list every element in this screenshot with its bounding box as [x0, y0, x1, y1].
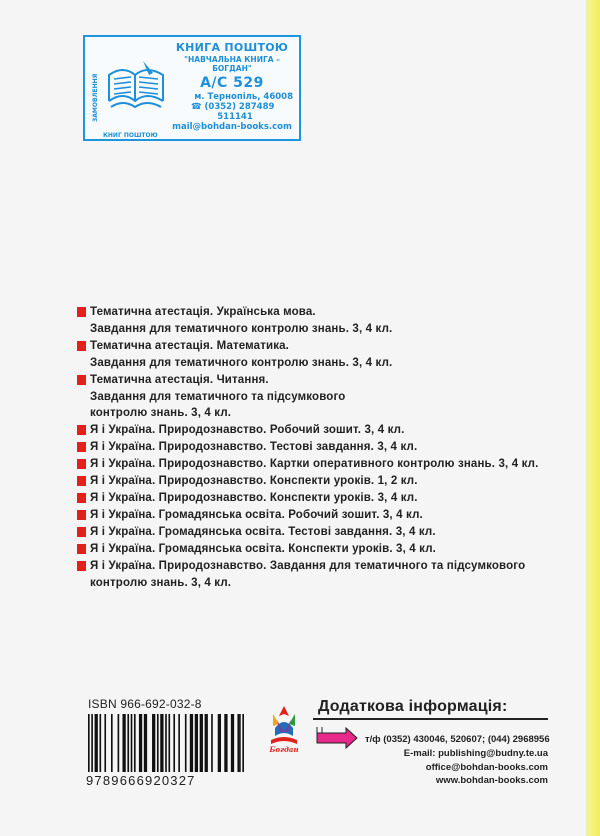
- catalog-list: [76, 304, 592, 591]
- catalog-entry-line: Я і Україна. Природознавство. Картки оперативного контролю знань. 3, 4 кл.: [90, 458, 539, 471]
- red-bullet-icon: [77, 561, 86, 571]
- stamp-address-block: [165, 41, 299, 132]
- red-bullet-icon: [77, 476, 86, 486]
- contact-info: [365, 733, 548, 788]
- contact-phone: т/ф (0352) 430046, 520607; (044) 2968956: [365, 734, 550, 745]
- additional-info-title: Додаткова інформація:: [318, 698, 508, 715]
- catalog-entry-line: контролю знань. 3, 4 кл.: [90, 407, 232, 420]
- catalog-entry: [76, 507, 592, 524]
- red-bullet-icon: [77, 510, 86, 520]
- red-bullet-icon: [77, 544, 86, 554]
- publisher-logo-text: Богдан: [269, 745, 299, 754]
- catalog-entry-line: Завдання для тематичного та підсумкового: [90, 390, 346, 403]
- catalog-entry-line: Я і Україна. Природознавство. Тестові завдання. 3, 4 кл.: [90, 441, 418, 454]
- mail-order-stamp: [83, 35, 301, 141]
- info-divider: [313, 718, 548, 720]
- catalog-entry: [76, 558, 592, 592]
- stamp-side-label: ЗАМОВЛЕННЯ: [92, 73, 99, 123]
- red-bullet-icon: [77, 442, 86, 452]
- stamp-subtitle: "НАВЧАЛЬНА КНИГА – БОГДАН": [184, 55, 280, 73]
- barcode-number: 9789666920327: [86, 773, 196, 788]
- catalog-entry-line: Тематична атестація. Математика.: [90, 339, 290, 352]
- catalog-entry-line: Завдання для тематичного контролю знань. 3, 4 кл.: [90, 356, 393, 369]
- pointer-arrow-icon: [316, 727, 358, 749]
- stamp-city: м. Тернопіль, 46008: [194, 92, 293, 102]
- catalog-entry: [76, 439, 592, 456]
- stamp-phone-number: (0352) 287489: [204, 102, 275, 112]
- open-book-icon: [105, 57, 167, 117]
- stamp-phone: [165, 102, 299, 112]
- contact-office-email: office@bohdan-books.com: [425, 761, 548, 773]
- stamp-phone2: 511141: [217, 112, 253, 122]
- red-bullet-icon: [77, 459, 86, 469]
- catalog-entry-line: Я і Україна. Громадянська освіта. Тестові завдання. 3, 4 кл.: [90, 525, 436, 538]
- catalog-entry: [76, 490, 592, 507]
- catalog-entry: [76, 456, 592, 473]
- phone-icon: ☎: [191, 102, 205, 112]
- catalog-entry-line: Я і Україна. Природознавство. Завдання для тематичного та підсумкового: [90, 559, 526, 572]
- catalog-entry-line: Я і Україна. Природознавство. Конспекти уроків. 1, 2 кл.: [90, 475, 418, 488]
- red-bullet-icon: [77, 307, 86, 317]
- stamp-bottom-label: КНИГ ПОШТОЮ: [103, 132, 158, 139]
- barcode: [86, 714, 246, 772]
- catalog-entry-line: контролю знань. 3, 4 кл.: [90, 576, 232, 589]
- red-bullet-icon: [77, 425, 86, 435]
- red-bullet-icon: [77, 527, 86, 537]
- contact-email: E-mail: publishing@budny.te.ua: [403, 747, 548, 759]
- stamp-title: КНИГА ПОШТОЮ: [175, 41, 289, 54]
- catalog-entry-line: Я і Україна. Громадянська освіта. Конспекти уроків. 3, 4 кл.: [90, 542, 437, 555]
- catalog-entry: [76, 338, 592, 372]
- catalog-entry-line: Я і Україна. Громадянська освіта. Робочий зошит. 3, 4 кл.: [90, 508, 423, 521]
- catalog-entry: [76, 304, 592, 338]
- stamp-email: mail@bohdan-books.com: [172, 122, 292, 132]
- publisher-logo: [267, 702, 301, 754]
- catalog-entry: [76, 422, 592, 439]
- catalog-entry: [76, 524, 592, 541]
- contact-website: www.bohdan-books.com: [435, 775, 548, 787]
- catalog-entry-line: Я і Україна. Природознавство. Конспекти уроків. 3, 4 кл.: [90, 491, 418, 504]
- catalog-entry: [76, 541, 592, 558]
- catalog-entry-line: Тематична атестація. Українська мова.: [90, 306, 316, 318]
- isbn: ISBN 966-692-032-8: [88, 697, 202, 711]
- catalog-entry-line: Я і Україна. Природознавство. Робочий зошит. 3, 4 кл.: [90, 424, 405, 437]
- catalog-entry-line: Завдання для тематичного контролю знань. 3, 4 кл.: [90, 322, 393, 335]
- red-bullet-icon: [77, 375, 86, 385]
- catalog-entry-line: Тематична атестація. Читання.: [90, 373, 269, 386]
- red-bullet-icon: [77, 493, 86, 503]
- red-bullet-icon: [77, 341, 86, 351]
- catalog-entry: [76, 372, 592, 423]
- stamp-po-box: А/С 529: [200, 75, 264, 91]
- catalog-entry: [76, 473, 592, 490]
